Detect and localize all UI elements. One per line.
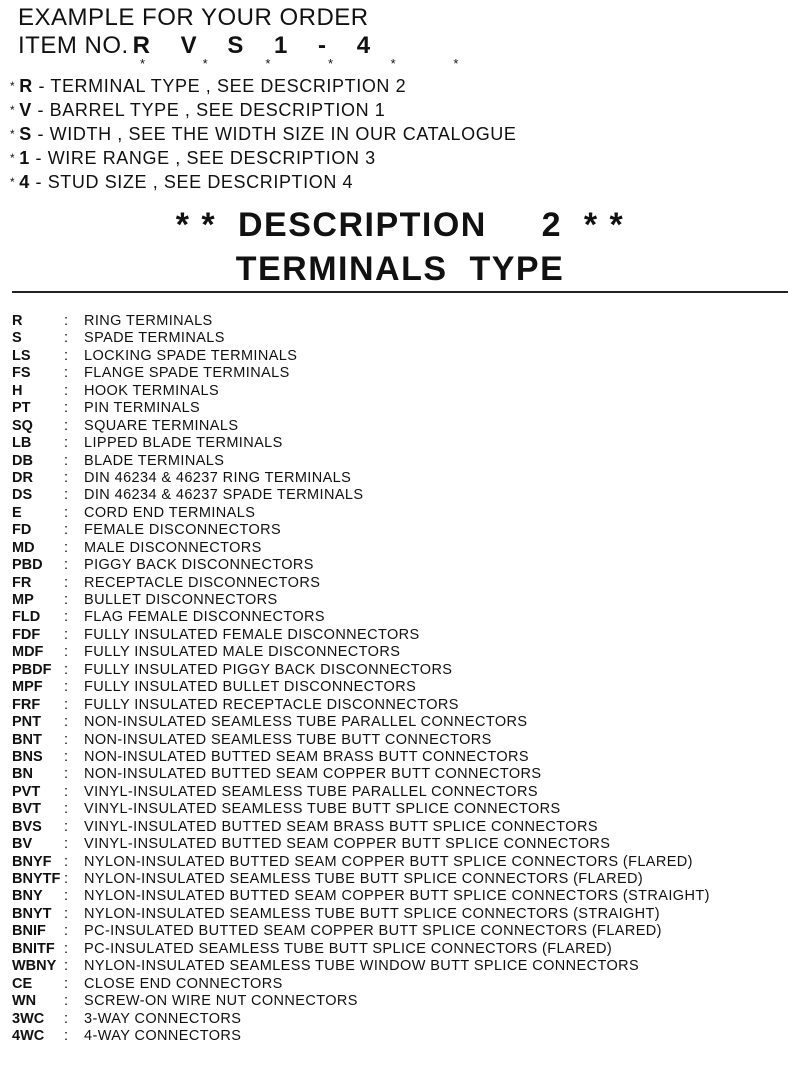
- terminal-row: [12, 330, 710, 347]
- legend-code: V: [19, 100, 32, 120]
- terminal-code: BNYTF: [12, 871, 61, 887]
- separator-colon: :: [64, 382, 69, 399]
- terminal-row: [12, 487, 710, 504]
- terminal-description: VINYL-INSULATED BUTTED SEAM COPPER BUTT SPLICE CONNECTORS: [84, 836, 611, 853]
- terminal-code: BNIF: [12, 923, 46, 940]
- terminal-row: [12, 958, 710, 975]
- terminal-type-list: [12, 313, 710, 1045]
- terminal-row: [12, 453, 710, 470]
- separator-colon: :: [64, 940, 69, 957]
- separator-colon: :: [64, 853, 69, 870]
- legend-description: - TERMINAL TYPE , SEE DESCRIPTION 2: [32, 76, 407, 96]
- terminal-description: RECEPTACLE DISCONNECTORS: [84, 574, 321, 591]
- order-example-header: [18, 4, 382, 60]
- terminal-row: [12, 313, 710, 330]
- separator-colon: :: [64, 714, 69, 731]
- separator-colon: :: [64, 871, 69, 887]
- terminal-row: [12, 592, 710, 609]
- terminal-description: BULLET DISCONNECTORS: [84, 592, 278, 608]
- separator-colon: :: [64, 923, 69, 940]
- terminal-code: MDF: [12, 644, 44, 661]
- terminal-code: BNYT: [12, 905, 52, 922]
- separator-colon: :: [64, 592, 69, 608]
- terminal-description: NON-INSULATED BUTTED SEAM COPPER BUTT CONNECTORS: [84, 766, 542, 783]
- terminal-description: FEMALE DISCONNECTORS: [84, 522, 282, 539]
- terminal-code: BVT: [12, 801, 41, 818]
- legend-description: - STUD SIZE , SEE DESCRIPTION 4: [29, 172, 354, 192]
- terminal-code: H: [12, 382, 23, 399]
- terminal-description: PC-INSULATED BUTTED SEAM COPPER BUTT SPLICE CONNECTORS (FLARED): [84, 923, 662, 940]
- terminal-row: [12, 714, 710, 731]
- separator-colon: :: [64, 574, 69, 591]
- legend-asterisk: *: [10, 127, 16, 141]
- legend-description: - WIDTH , SEE THE WIDTH SIZE IN OUR CATALOGUE: [31, 124, 517, 144]
- terminal-row: [12, 575, 710, 592]
- separator-colon: :: [64, 539, 69, 556]
- terminal-row: [12, 470, 710, 487]
- item-code-legend: [10, 74, 517, 194]
- terminal-code: CE: [12, 975, 33, 992]
- terminal-description: NYLON-INSULATED BUTTED SEAM COPPER BUTT SPLICE CONNECTORS (FLARED): [84, 853, 693, 870]
- terminal-description: RING TERMINALS: [84, 313, 213, 329]
- terminal-row: [12, 679, 710, 696]
- terminal-description: FULLY INSULATED PIGGY BACK DISCONNECTORS: [84, 661, 453, 678]
- separator-colon: :: [64, 783, 69, 800]
- separator-colon: :: [64, 626, 69, 643]
- terminal-row: [12, 801, 710, 818]
- terminal-row: [12, 732, 710, 749]
- terminal-code: BN: [12, 766, 33, 783]
- terminal-row: [12, 993, 710, 1010]
- separator-colon: :: [64, 417, 69, 434]
- terminal-description: 4-WAY CONNECTORS: [84, 1027, 242, 1044]
- terminal-description: SPADE TERMINALS: [84, 330, 225, 347]
- terminal-row: [12, 871, 710, 888]
- separator-colon: :: [64, 522, 69, 539]
- terminal-code: BNS: [12, 748, 43, 765]
- terminal-code: 3WC: [12, 1010, 45, 1027]
- terminal-code: DB: [12, 452, 33, 469]
- terminal-code: PBDF: [12, 661, 52, 678]
- separator-colon: :: [64, 452, 69, 469]
- terminal-row: [12, 854, 710, 871]
- legend-asterisk: *: [10, 175, 16, 189]
- legend-code: S: [19, 124, 32, 144]
- separator-colon: :: [64, 818, 69, 835]
- legend-asterisk: *: [10, 79, 16, 93]
- terminal-description: FULLY INSULATED FEMALE DISCONNECTORS: [84, 626, 420, 643]
- separator-colon: :: [64, 487, 69, 504]
- terminal-description: CLOSE END CONNECTORS: [84, 975, 283, 992]
- terminal-row: [12, 819, 710, 836]
- terminal-code: S: [12, 330, 22, 347]
- terminal-code: BNT: [12, 731, 42, 748]
- terminal-row: [12, 505, 710, 522]
- terminal-description: FLANGE SPADE TERMINALS: [84, 365, 290, 382]
- terminal-code: BV: [12, 836, 33, 853]
- terminal-row: [12, 766, 710, 783]
- terminal-row: [12, 365, 710, 382]
- terminal-row: [12, 540, 710, 557]
- item-number-label: ITEM NO.: [18, 32, 129, 59]
- separator-colon: :: [64, 905, 69, 922]
- separator-colon: :: [64, 504, 69, 521]
- terminal-description: PIGGY BACK DISCONNECTORS: [84, 557, 314, 574]
- terminal-description: PC-INSULATED SEAMLESS TUBE BUTT SPLICE CONNECTORS (FLARED): [84, 940, 613, 957]
- terminal-row: [12, 923, 710, 940]
- terminal-row: [12, 400, 710, 417]
- terminal-description: NON-INSULATED SEAMLESS TUBE PARALLEL CONNECTORS: [84, 714, 528, 731]
- terminal-description: DIN 46234 & 46237 RING TERMINALS: [84, 469, 352, 486]
- terminal-description: NON-INSULATED BUTTED SEAM BRASS BUTT CONNECTORS: [84, 748, 529, 765]
- separator-colon: :: [64, 975, 69, 992]
- separator-colon: :: [64, 661, 69, 678]
- terminal-row: [12, 941, 710, 958]
- terminal-description: FULLY INSULATED MALE DISCONNECTORS: [84, 644, 401, 661]
- terminal-row: [12, 609, 710, 626]
- terminal-code: WBNY: [12, 958, 57, 975]
- terminal-description: VINYL-INSULATED SEAMLESS TUBE PARALLEL CONNECTORS: [84, 783, 538, 800]
- separator-colon: :: [64, 731, 69, 748]
- terminal-row: [12, 627, 710, 644]
- separator-colon: :: [64, 609, 69, 626]
- terminal-description: LOCKING SPADE TERMINALS: [84, 347, 298, 364]
- separator-colon: :: [64, 400, 69, 417]
- terminal-description: SQUARE TERMINALS: [84, 417, 239, 434]
- legend-description: - BARREL TYPE , SEE DESCRIPTION 1: [31, 100, 386, 120]
- terminal-row: [12, 348, 710, 365]
- terminal-code: DR: [12, 469, 33, 486]
- separator-colon: :: [64, 313, 69, 329]
- terminal-row: [12, 976, 710, 993]
- terminal-code: MPF: [12, 679, 43, 696]
- terminal-row: [12, 418, 710, 435]
- terminal-description: MALE DISCONNECTORS: [84, 539, 262, 556]
- terminal-code: WN: [12, 993, 37, 1010]
- legend-code: 1: [19, 148, 30, 168]
- terminal-code: LS: [12, 347, 31, 364]
- item-code-asterisks: * * * * * *: [140, 56, 486, 71]
- separator-colon: :: [64, 958, 69, 975]
- legend-row: [10, 170, 517, 194]
- terminal-description: VINYL-INSULATED SEAMLESS TUBE BUTT SPLICE CONNECTORS: [84, 801, 561, 818]
- terminal-row: [12, 383, 710, 400]
- terminal-description: BLADE TERMINALS: [84, 452, 225, 469]
- terminal-description: FLAG FEMALE DISCONNECTORS: [84, 609, 325, 626]
- terminal-code: PT: [12, 400, 31, 417]
- terminal-code: FRF: [12, 696, 41, 713]
- legend-description: - WIRE RANGE , SEE DESCRIPTION 3: [29, 148, 376, 168]
- terminal-row: [12, 644, 710, 661]
- terminal-description: FULLY INSULATED BULLET DISCONNECTORS: [84, 679, 417, 696]
- terminal-code: 4WC: [12, 1027, 45, 1044]
- legend-row: [10, 98, 517, 122]
- terminal-description: PIN TERMINALS: [84, 400, 201, 417]
- separator-colon: :: [64, 1010, 69, 1027]
- terminal-code: E: [12, 504, 22, 521]
- terminal-code: FLD: [12, 609, 41, 626]
- separator-colon: :: [64, 1027, 69, 1044]
- separator-colon: :: [64, 365, 69, 382]
- terminal-code: PBD: [12, 557, 43, 574]
- section-divider: [12, 291, 788, 293]
- terminal-row: [12, 906, 710, 923]
- separator-colon: :: [64, 679, 69, 696]
- terminal-row: [12, 522, 710, 539]
- separator-colon: :: [64, 801, 69, 818]
- terminal-row: [12, 435, 710, 452]
- legend-code: 4: [19, 172, 30, 192]
- separator-colon: :: [64, 469, 69, 486]
- order-example-heading: EXAMPLE FOR YOUR ORDER: [18, 4, 369, 31]
- terminal-row: [12, 836, 710, 853]
- terminal-description: NON-INSULATED SEAMLESS TUBE BUTT CONNECTORS: [84, 731, 492, 748]
- separator-colon: :: [64, 993, 69, 1010]
- terminal-code: PVT: [12, 783, 41, 800]
- terminal-code: FD: [12, 522, 32, 539]
- terminal-code: MD: [12, 539, 35, 556]
- terminal-code: PNT: [12, 714, 41, 731]
- legend-asterisk: *: [10, 103, 16, 117]
- terminal-row: [12, 1028, 710, 1045]
- terminal-row: [12, 888, 710, 905]
- legend-row: [10, 146, 517, 170]
- terminal-code: R: [12, 313, 23, 329]
- terminal-code: FDF: [12, 626, 41, 643]
- separator-colon: :: [64, 748, 69, 765]
- terminal-description: 3-WAY CONNECTORS: [84, 1010, 242, 1027]
- legend-row: [10, 74, 517, 98]
- terminal-description: NYLON-INSULATED SEAMLESS TUBE WINDOW BUTT SPLICE CONNECTORS: [84, 958, 640, 975]
- terminal-row: [12, 697, 710, 714]
- terminal-code: FR: [12, 574, 32, 591]
- separator-colon: :: [64, 347, 69, 364]
- terminal-description: HOOK TERMINALS: [84, 382, 220, 399]
- terminal-description: LIPPED BLADE TERMINALS: [84, 435, 283, 452]
- legend-code: R: [19, 76, 33, 96]
- terminal-code: BNY: [12, 888, 43, 905]
- description-title: * * DESCRIPTION 2 * *: [175, 206, 625, 244]
- terminal-row: [12, 662, 710, 679]
- terminal-description: NYLON-INSULATED SEAMLESS TUBE BUTT SPLICE CONNECTORS (FLARED): [84, 871, 644, 887]
- legend-row: [10, 122, 517, 146]
- separator-colon: :: [64, 836, 69, 853]
- legend-asterisk: *: [10, 151, 16, 165]
- item-number-code: R V S 1 - 4: [132, 32, 383, 59]
- terminal-row: [12, 749, 710, 766]
- terminal-code: MP: [12, 592, 34, 608]
- terminal-code: SQ: [12, 417, 33, 434]
- separator-colon: :: [64, 766, 69, 783]
- terminal-code: FS: [12, 365, 31, 382]
- terminal-description: VINYL-INSULATED BUTTED SEAM BRASS BUTT SPLICE CONNECTORS: [84, 818, 598, 835]
- separator-colon: :: [64, 644, 69, 661]
- terminal-row: [12, 784, 710, 801]
- terminals-type-title: TERMINALS TYPE: [235, 250, 565, 288]
- terminal-code: BNITF: [12, 940, 55, 957]
- terminal-row: [12, 557, 710, 574]
- terminal-description: SCREW-ON WIRE NUT CONNECTORS: [84, 993, 358, 1010]
- terminal-description: DIN 46234 & 46237 SPADE TERMINALS: [84, 487, 364, 504]
- terminal-code: BNYF: [12, 853, 52, 870]
- terminal-code: LB: [12, 435, 32, 452]
- terminal-row: [12, 1011, 710, 1028]
- terminal-description: NYLON-INSULATED BUTTED SEAM COPPER BUTT SPLICE CONNECTORS (STRAIGHT): [84, 888, 710, 905]
- separator-colon: :: [64, 557, 69, 574]
- separator-colon: :: [64, 696, 69, 713]
- terminal-code: BVS: [12, 818, 42, 835]
- separator-colon: :: [64, 888, 69, 905]
- separator-colon: :: [64, 435, 69, 452]
- terminal-description: CORD END TERMINALS: [84, 504, 256, 521]
- terminal-code: DS: [12, 487, 33, 504]
- terminal-description: FULLY INSULATED RECEPTACLE DISCONNECTORS: [84, 696, 459, 713]
- separator-colon: :: [64, 330, 69, 347]
- terminal-description: NYLON-INSULATED SEAMLESS TUBE BUTT SPLICE CONNECTORS (STRAIGHT): [84, 905, 661, 922]
